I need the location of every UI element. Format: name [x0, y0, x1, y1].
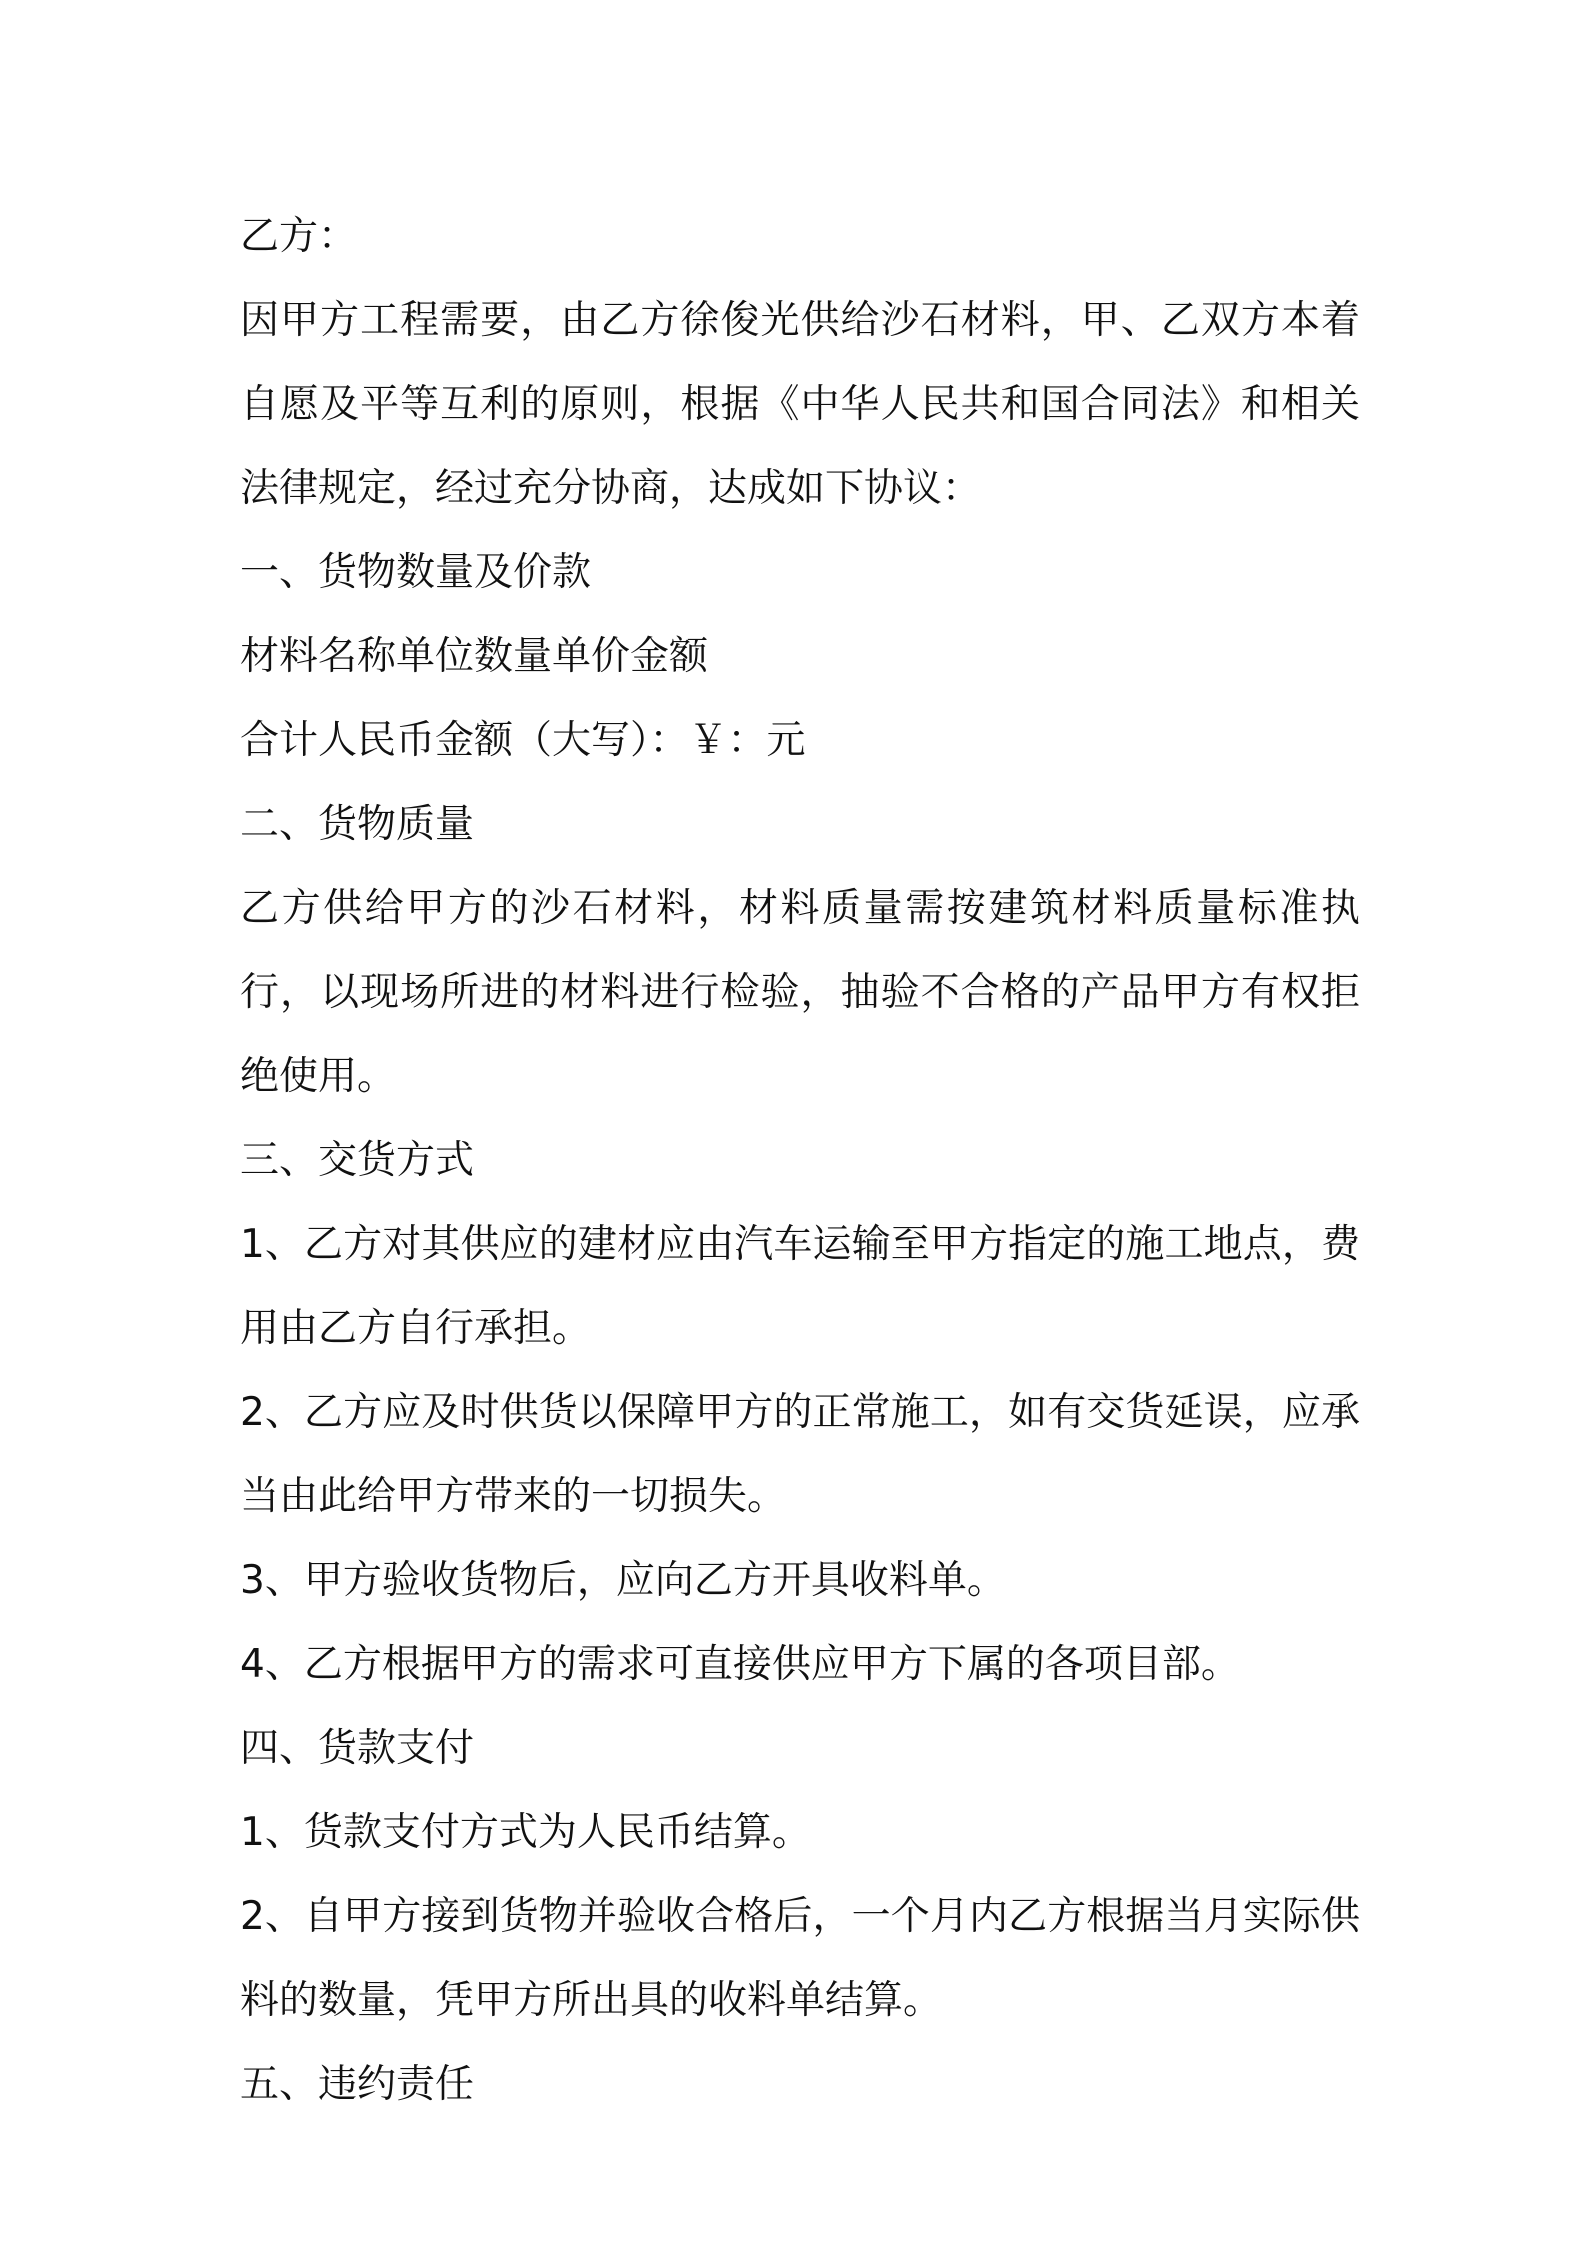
section-1-total: 合计人民币金额（大写）：￥：元 [240, 718, 806, 763]
section-4-item-1: 1、货款支付方式为人民币结算。 [240, 1810, 811, 1855]
document-body [240, 195, 1360, 2127]
section-3-item-1: 1、乙方对其供应的建材应由汽车运输至甲方指定的施工地点，费用由乙方自行承担。 [240, 1222, 1360, 1351]
section-4-heading: 四、货款支付 [240, 1726, 475, 1771]
section-3-item-3: 3、甲方验收货物后，应向乙方开具收料单。 [240, 1558, 1006, 1603]
section-3-item-4: 4、乙方根据甲方的需求可直接供应甲方下属的各项目部。 [240, 1642, 1240, 1687]
section-1-heading: 一、货物数量及价款 [240, 550, 592, 595]
section-1-table-header: 材料名称单位数量单价金额 [240, 634, 709, 679]
section-4-item-2: 2、自甲方接到货物并验收合格后，一个月内乙方根据当月实际供料的数量，凭甲方所出具的收料单结算。 [240, 1894, 1360, 2023]
section-3-heading: 三、交货方式 [240, 1138, 475, 1183]
section-2-paragraph: 乙方供给甲方的沙石材料，材料质量需按建筑材料质量标准执行，以现场所进的材料进行检验，抽验不合格的产品甲方有权拒绝使用。 [240, 886, 1360, 1099]
section-3-item-2: 2、乙方应及时供货以保障甲方的正常施工，如有交货延误，应承当由此给甲方带来的一切损失。 [240, 1390, 1360, 1519]
party-b-label: 乙方： [240, 214, 358, 259]
intro-paragraph: 因甲方工程需要，由乙方徐俊光供给沙石材料，甲、乙双方本着自愿及平等互利的原则，根据《中华人民共和国合同法》和相关法律规定，经过充分协商，达成如下协议： [240, 298, 1360, 511]
section-2-heading: 二、货物质量 [240, 802, 475, 847]
section-5-heading: 五、违约责任 [240, 2062, 475, 2107]
